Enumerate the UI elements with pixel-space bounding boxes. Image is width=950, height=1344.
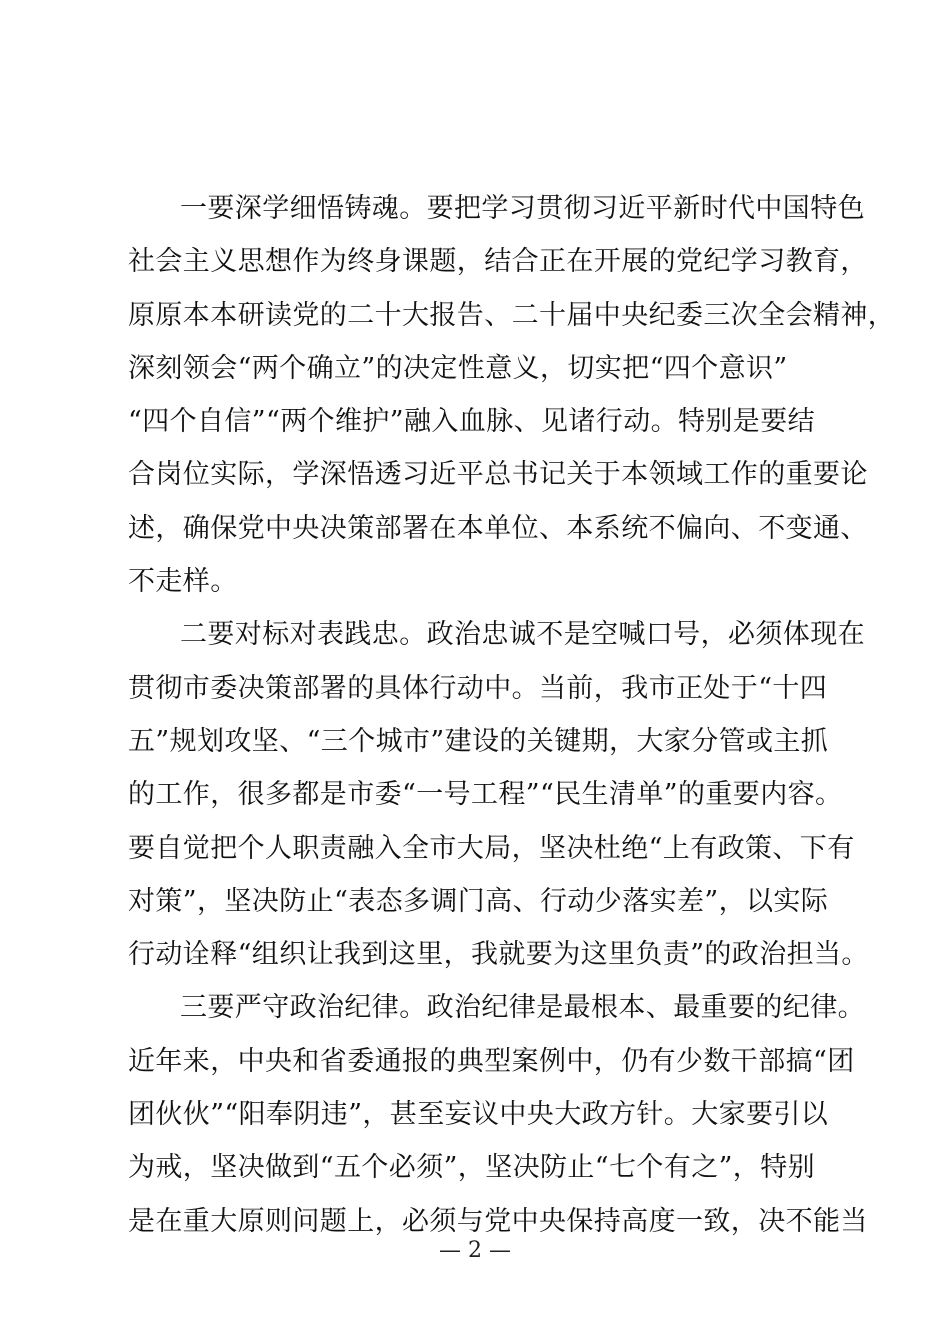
text-line: 述，确保党中央决策部署在本单位、本系统不偏向、不变通、 — [128, 512, 868, 544]
paragraph-2 — [128, 608, 869, 981]
text-line: 是在重大原则问题上，必须与党中央保持高度一致，决不能当 — [128, 1205, 868, 1237]
text-line: “四个自信”“两个维护”融入血脉、见诸行动。特别是要结 — [128, 406, 816, 438]
text-line: 深刻领会“两个确立”的决定性意义，切实把“四个意识” — [128, 352, 788, 384]
text-line: 原原本本研读党的二十大报告、二十届中央纪委三次全会精神， — [128, 299, 896, 331]
text-line: 对策”，坚决防止“表态多调门高、行动少落实差”，以实际 — [128, 885, 829, 917]
text-line: 合岗位实际，学深悟透习近平总书记关于本领域工作的重要论 — [128, 459, 868, 491]
text-line: 五”规划攻坚、“三个城市”建设的关键期，大家分管或主抓 — [128, 725, 829, 757]
paragraph-3 — [128, 981, 868, 1247]
text-line: 的工作，很多都是市委“一号工程”“民生清单”的重要内容。 — [128, 779, 843, 811]
document-body — [128, 182, 896, 1248]
text-line: 贯彻市委决策部署的具体行动中。当前，我市正处于“十四 — [128, 672, 828, 704]
page-number: — 2 — — [439, 1238, 511, 1263]
text-line: 为戒，坚决做到“五个必须”，坚决防止“七个有之”，特别 — [128, 1152, 816, 1184]
text-line: 团伙伙”“阳奉阴违”，甚至妄议中央大政方针。大家要引以 — [128, 1099, 829, 1131]
text-line: 行动诠释“组织让我到这里，我就要为这里负责”的政治担当。 — [128, 939, 869, 971]
text-line: 二要对标对表践忠。政治忠诚不是空喊口号，必须体现在 — [180, 619, 865, 651]
text-line: 要自觉把个人职责融入全市大局，坚决杜绝“上有政策、下有 — [128, 832, 855, 864]
text-line: 近年来，中央和省委通报的典型案例中，仍有少数干部搞“团 — [128, 1045, 855, 1077]
text-line: 一要深学细悟铸魂。要把学习贯彻习近平新时代中国特色 — [180, 193, 865, 224]
paragraph-1 — [128, 182, 896, 608]
text-line: 社会主义思想作为终身课题，结合正在开展的党纪学习教育， — [128, 246, 868, 278]
text-line: 三要严守政治纪律。政治纪律是最根本、最重要的纪律。 — [180, 992, 865, 1024]
text-line: 不走样。 — [128, 566, 238, 598]
